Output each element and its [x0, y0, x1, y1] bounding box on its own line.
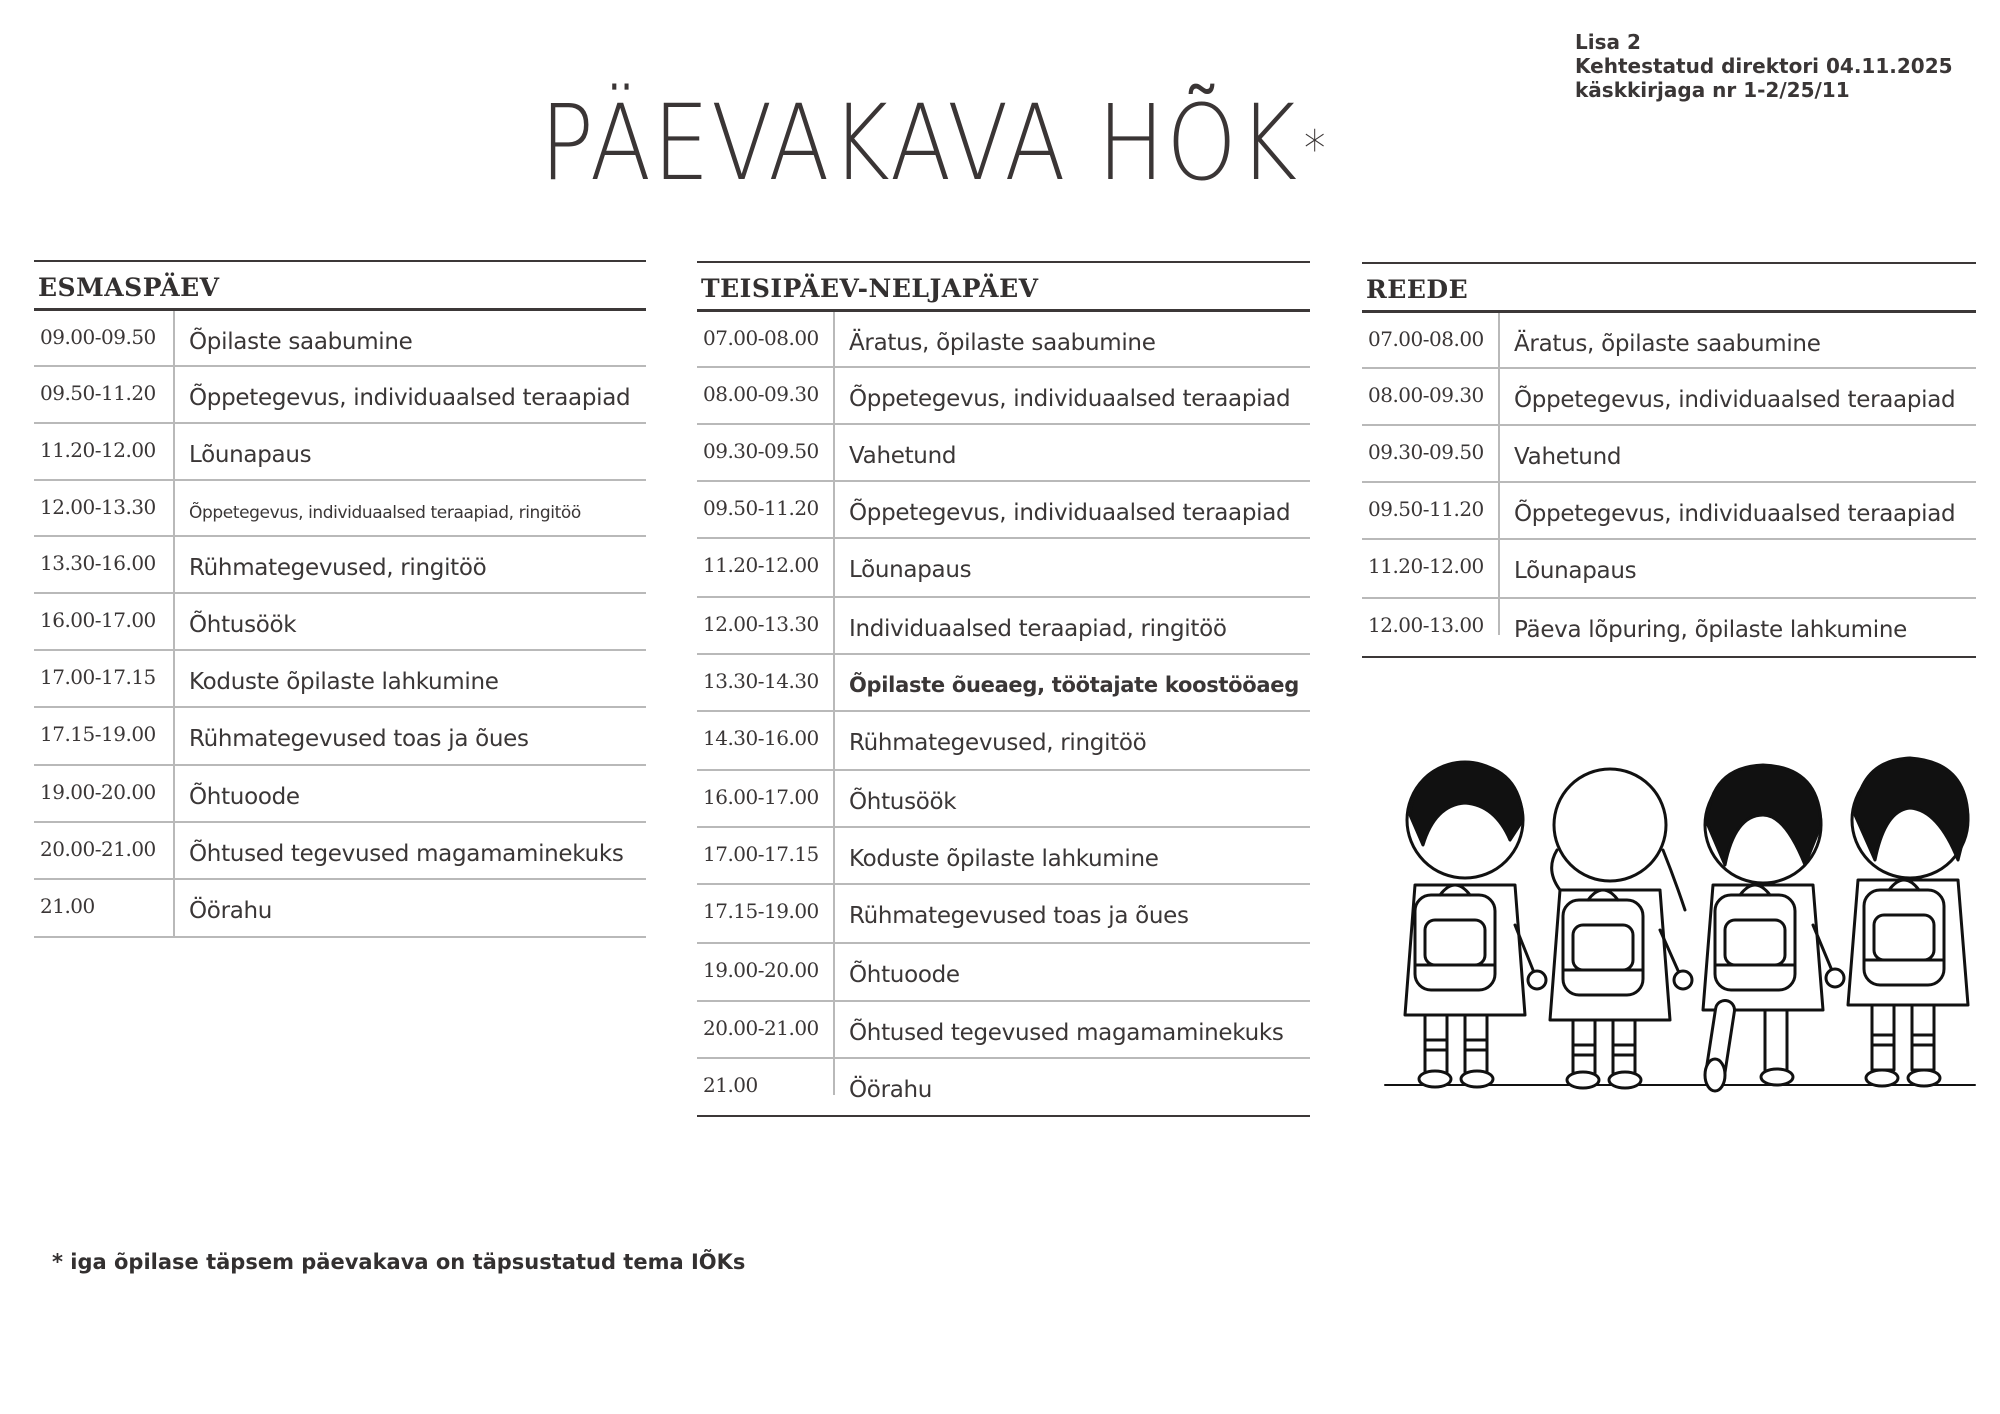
time-cell: 11.20-12.00	[697, 539, 835, 596]
time-cell: 12.00-13.30	[697, 598, 835, 653]
schedule-friday	[1362, 262, 1976, 658]
table-heading: REEDE	[1362, 264, 1976, 313]
table-row	[34, 367, 646, 424]
activity-cell: Individuaalsed teraapiad, ringitöö	[849, 616, 1227, 642]
table-body	[1362, 313, 1976, 656]
note-annex: Lisa 2	[1575, 30, 1641, 54]
table-row	[34, 424, 646, 481]
table-row	[34, 651, 646, 708]
table-row	[34, 311, 646, 367]
table-row	[697, 771, 1310, 828]
table-row	[697, 368, 1310, 425]
table-row	[697, 1059, 1310, 1115]
time-cell: 09.00-09.50	[34, 311, 175, 365]
time-cell: 20.00-21.00	[34, 823, 175, 878]
time-cell: 21.00	[697, 1059, 835, 1095]
table-row	[34, 708, 646, 766]
table-row	[34, 594, 646, 651]
time-cell: 21.00	[34, 880, 175, 936]
child-3	[1703, 765, 1844, 1091]
activity-cell: Õhtuoode	[189, 784, 300, 810]
time-cell: 14.30-16.00	[697, 712, 835, 769]
activity-cell: Õppetegevus, individuaalsed teraapiad	[849, 386, 1291, 412]
table-row	[697, 539, 1310, 598]
child-1	[1405, 762, 1546, 1087]
table-body	[697, 312, 1310, 1115]
activity-cell: Rühmategevused, ringitöö	[849, 730, 1147, 756]
table-row	[34, 880, 646, 936]
activity-cell-highlighted: Õpilaste õueaeg, töötajate koostööaeg	[849, 673, 1299, 697]
table-row	[697, 598, 1310, 655]
table-row	[697, 1002, 1310, 1059]
time-cell: 16.00-17.00	[34, 594, 175, 649]
time-cell: 07.00-08.00	[1362, 313, 1500, 367]
activity-cell: Rühmategevused toas ja õues	[849, 903, 1189, 929]
time-cell: 17.00-17.15	[34, 651, 175, 706]
time-cell: 17.00-17.15	[697, 828, 835, 883]
table-row	[34, 481, 646, 537]
time-cell: 07.00-08.00	[697, 312, 835, 366]
activity-cell: Õppetegevus, individuaalsed teraapiad	[189, 385, 631, 411]
table-row	[697, 944, 1310, 1002]
activity-cell: Koduste õpilaste lahkumine	[849, 846, 1159, 872]
table-body	[34, 311, 646, 936]
child-2	[1550, 769, 1692, 1088]
activity-cell: Lõunapaus	[849, 557, 972, 583]
time-cell: 16.00-17.00	[697, 771, 835, 826]
activity-cell: Õppetegevus, individuaalsed teraapiad	[1514, 387, 1956, 413]
activity-cell: Õhtused tegevused magamaminekuks	[189, 841, 624, 867]
table-row	[697, 425, 1310, 482]
activity-cell: Õhtused tegevused magamaminekuks	[849, 1020, 1284, 1046]
table-row	[697, 712, 1310, 771]
activity-cell: Õppetegevus, individuaalsed teraapiad	[849, 500, 1291, 526]
schedule-monday	[34, 260, 646, 938]
activity-cell: Õhtuoode	[849, 962, 960, 988]
time-cell: 09.30-09.50	[1362, 426, 1500, 481]
time-cell: 09.50-11.20	[1362, 483, 1500, 538]
table-row	[697, 482, 1310, 539]
table-row	[34, 823, 646, 880]
table-row	[34, 766, 646, 823]
activity-cell: Õhtusöök	[849, 789, 957, 815]
time-cell: 17.15-19.00	[34, 708, 175, 764]
table-heading: TEISIPÄEV-NELJAPÄEV	[697, 263, 1310, 312]
table-row	[1362, 369, 1976, 426]
time-cell: 08.00-09.30	[1362, 369, 1500, 424]
approval-note	[1575, 30, 1953, 102]
schedule-tuesday-thursday	[697, 261, 1310, 1117]
table-bottom-rule	[1362, 656, 1976, 658]
table-row	[1362, 313, 1976, 369]
time-cell: 09.30-09.50	[697, 425, 835, 480]
table-row	[1362, 540, 1976, 599]
time-cell: 20.00-21.00	[697, 1002, 835, 1057]
activity-cell: Lõunapaus	[189, 442, 312, 468]
table-row	[697, 655, 1310, 712]
time-cell: 08.00-09.30	[697, 368, 835, 423]
time-cell: 13.30-16.00	[34, 537, 175, 592]
table-row	[34, 537, 646, 594]
time-cell: 17.15-19.00	[697, 885, 835, 942]
time-cell: 11.20-12.00	[1362, 540, 1500, 597]
activity-cell: Vahetund	[1514, 444, 1622, 470]
note-approval: Kehtestatud direktori 04.11.2025	[1575, 54, 1953, 78]
note-order-number: käskkirjaga nr 1-2/25/11	[1575, 78, 1850, 102]
footnote: * iga õpilase täpsem päevakava on täpsustatud tema IÕKs	[52, 1250, 746, 1274]
activity-cell: Õppetegevus, individuaalsed teraapiad	[1514, 501, 1956, 527]
table-row	[1362, 483, 1976, 540]
time-cell: 09.50-11.20	[697, 482, 835, 537]
activity-cell: Õppetegevus, individuaalsed teraapiad, ringitöö	[189, 503, 581, 523]
activity-cell: Rühmategevused toas ja õues	[189, 726, 529, 752]
table-row	[697, 885, 1310, 944]
table-row	[1362, 426, 1976, 483]
activity-cell: Õpilaste saabumine	[189, 329, 413, 355]
activity-cell: Päeva lõpuring, õpilaste lahkumine	[1514, 617, 1907, 643]
table-heading: ESMASPÄEV	[34, 262, 646, 311]
time-cell: 12.00-13.30	[34, 481, 175, 535]
table-row	[1362, 599, 1976, 656]
activity-cell: Lõunapaus	[1514, 558, 1637, 584]
time-cell: 12.00-13.00	[1362, 599, 1500, 635]
activity-cell: Öörahu	[189, 898, 273, 924]
time-cell: 13.30-14.30	[697, 655, 835, 710]
page-title	[540, 82, 1328, 204]
table-bottom-rule	[697, 1115, 1310, 1117]
activity-cell: Öörahu	[849, 1077, 933, 1103]
time-cell: 19.00-20.00	[697, 944, 835, 1000]
children-holding-hands-illustration	[1375, 745, 1985, 1100]
time-cell: 09.50-11.20	[34, 367, 175, 422]
time-cell: 11.20-12.00	[34, 424, 175, 479]
activity-cell: Äratus, õpilaste saabumine	[849, 330, 1156, 356]
table-row	[697, 312, 1310, 368]
child-4	[1848, 758, 1968, 1086]
activity-cell: Rühmategevused, ringitöö	[189, 555, 487, 581]
activity-cell: Äratus, õpilaste saabumine	[1514, 331, 1821, 357]
page-title-text: PÄEVAKAVA HÕK	[540, 82, 1299, 204]
time-cell: 19.00-20.00	[34, 766, 175, 821]
activity-cell: Vahetund	[849, 443, 957, 469]
table-bottom-rule	[34, 936, 646, 938]
activity-cell: Õhtusöök	[189, 612, 297, 638]
table-row	[697, 828, 1310, 885]
asterisk-marker: *	[1304, 120, 1328, 178]
activity-cell: Koduste õpilaste lahkumine	[189, 669, 499, 695]
